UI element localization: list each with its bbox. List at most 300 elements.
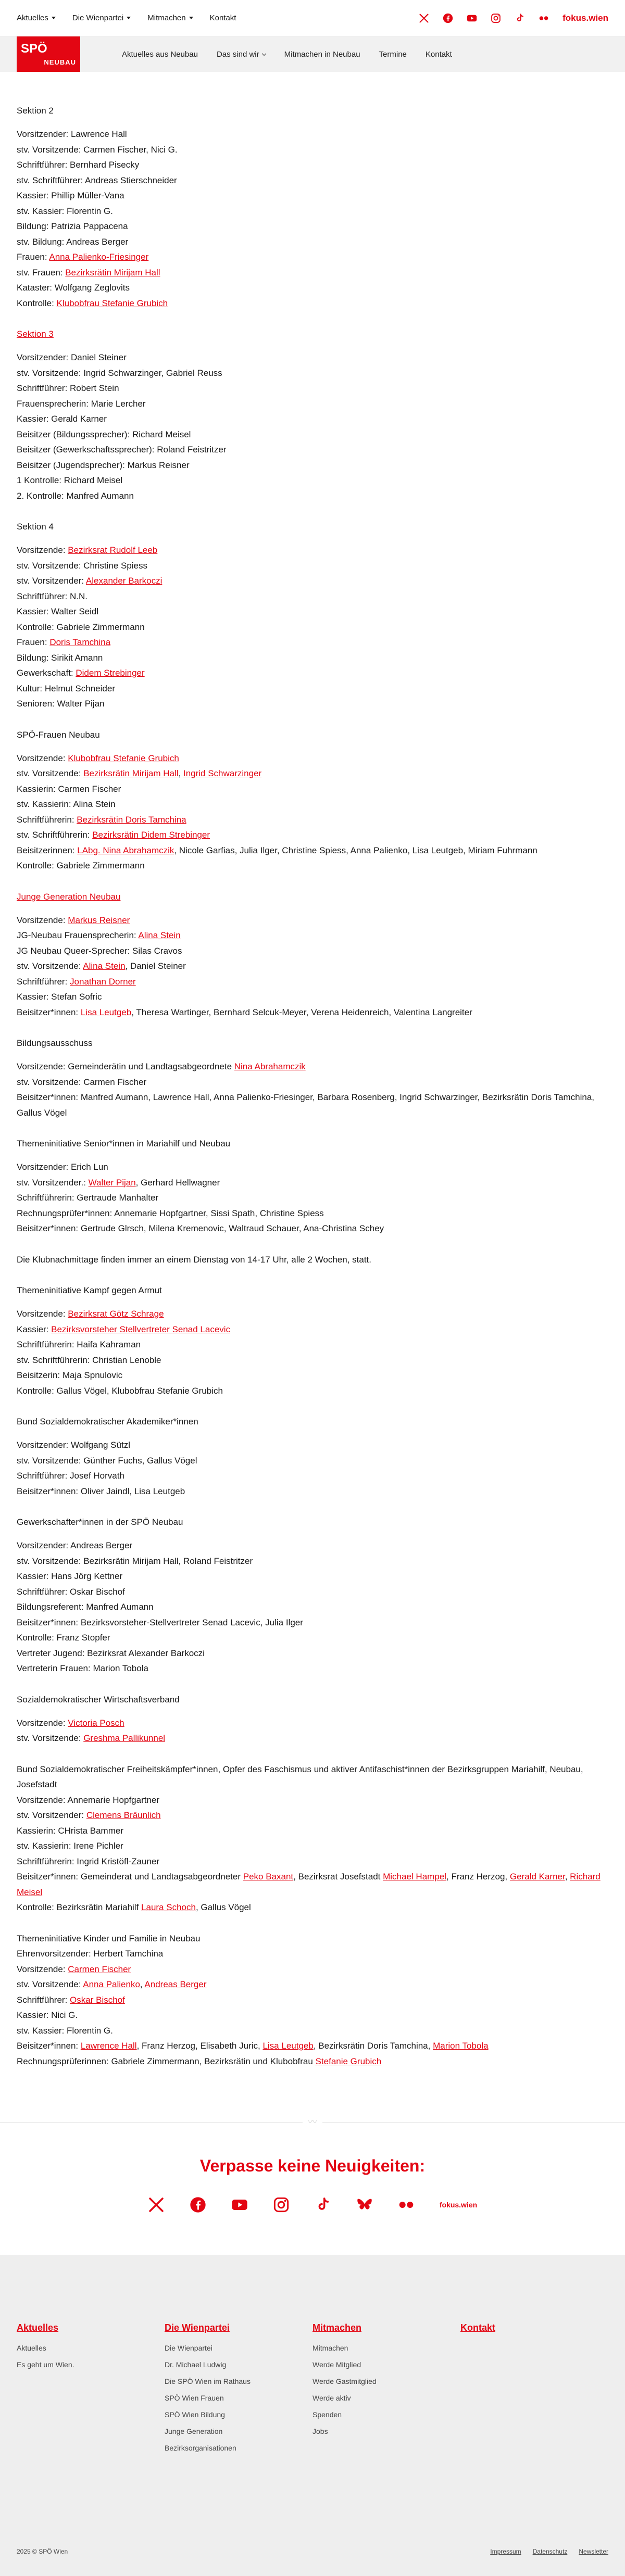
member-line — [17, 1715, 608, 1731]
person-link[interactable]: Alexander Barkoczi — [85, 576, 162, 586]
line-text: Frauen: — [17, 637, 50, 647]
org-section — [17, 727, 608, 874]
copyright: 2025 © SPÖ Wien — [17, 2548, 68, 2555]
member-line — [17, 473, 608, 488]
member-line — [17, 365, 608, 381]
line-text: Vorsitzender: Lawrence Hall — [17, 129, 127, 139]
member-line — [17, 573, 608, 589]
subnav-item-1[interactable] — [217, 50, 266, 59]
caret-down-icon — [52, 17, 56, 19]
line-text: stv. Vorsitzende: Carmen Fischer, Nici G. — [17, 144, 178, 155]
member-line — [17, 234, 608, 250]
member-line — [17, 681, 608, 697]
member-line — [17, 1059, 608, 1075]
section-title-link[interactable]: Sektion 3 — [17, 329, 54, 339]
member-line — [17, 458, 608, 473]
member-line — [17, 1931, 608, 1947]
member-line — [17, 797, 608, 812]
line-text: , Gerhard Hellwagner — [135, 1177, 220, 1188]
footer-link[interactable]: Aktuelles — [17, 2344, 46, 2352]
legal-link[interactable]: Datenschutz — [532, 2548, 568, 2555]
x-icon[interactable] — [148, 2196, 165, 2213]
member-line — [17, 2007, 608, 2023]
member-line — [17, 766, 608, 781]
line-text: Schriftführerin: Ingrid Kristöfl-Zauner — [17, 1856, 159, 1866]
legal-link[interactable]: Impressum — [490, 2548, 521, 2555]
legal-links — [490, 2548, 608, 2555]
person-link[interactable]: Carmen Fischer — [68, 1964, 131, 1974]
member-line — [17, 1584, 608, 1600]
footer-link[interactable]: Jobs — [312, 2427, 328, 2435]
line-text: Beisitzer*innen: Manfred Aumann, Lawrence Hall, Anna Palienko-Friesinger, Barbara Rosenberg, Ingrid Schwarzinger, Bezirksrätin Doris Tamchina, Gallus Vögel — [17, 1092, 595, 1118]
line-text: stv. Vorsitzende: — [17, 1733, 84, 1743]
person-link[interactable]: Markus Reisner — [68, 915, 130, 925]
person-link[interactable]: Walter Pijan — [88, 1177, 136, 1188]
member-line — [17, 157, 608, 173]
person-link[interactable]: Anna Palienko — [83, 1979, 140, 1989]
member-line — [17, 350, 608, 365]
org-section — [17, 519, 608, 712]
member-line — [17, 173, 608, 188]
footer-columns — [17, 2322, 608, 2456]
top-nav-item-0[interactable] — [17, 14, 56, 22]
line-text: Vorsitzende: — [17, 1964, 68, 1974]
fokus-wien-link[interactable]: fokus.wien — [562, 12, 608, 23]
sub-navigation-links — [122, 50, 452, 59]
member-line — [17, 1615, 608, 1631]
line-text: Kassier: Gerald Karner — [17, 414, 107, 424]
line-text: Beisitzer (Jugendsprecher): Markus Reisner — [17, 460, 190, 470]
line-text: Beisitzerin: Maja Spnulovic — [17, 1370, 123, 1380]
person-link[interactable]: Laura Schoch — [141, 1902, 196, 1912]
member-line — [17, 1353, 608, 1368]
logo-text: SPÖ — [21, 41, 47, 56]
person-link[interactable]: Clemens Bräunlich — [86, 1810, 161, 1820]
line-text: Vorsitzender: Wolfgang Sützl — [17, 1440, 130, 1450]
line-text: Schriftführer: Josef Horvath — [17, 1471, 124, 1481]
member-line — [17, 1630, 608, 1646]
member-line — [17, 1383, 608, 1399]
org-section — [17, 1692, 608, 1746]
member-line — [17, 1838, 608, 1854]
line-text: Kassierin: Carmen Fischer — [17, 784, 121, 794]
member-line — [17, 589, 608, 604]
line-text: Schriftführer: — [17, 1994, 70, 2005]
instagram-icon[interactable] — [273, 2196, 290, 2213]
person-link[interactable]: Bezirksrätin Didem Strebinger — [92, 830, 210, 840]
line-text: stv. Vorsitzende: Günther Fuchs, Gallus Vögel — [17, 1455, 197, 1466]
person-link[interactable]: Lawrence Hall — [80, 2041, 137, 2051]
person-link[interactable]: Bezirksvorsteher Stellvertreter Senad Lacevic — [51, 1324, 231, 1334]
line-text: Kontrolle: Gallus Vögel, Klubobfrau Stefanie Grubich — [17, 1385, 223, 1396]
flickr-icon[interactable] — [539, 13, 549, 23]
subnav-item-3[interactable] — [379, 50, 407, 59]
person-link[interactable]: Greshma Pallikunnel — [83, 1733, 166, 1743]
member-line — [17, 751, 608, 766]
line-text: Schriftführer: Robert Stein — [17, 383, 119, 393]
member-line — [17, 1368, 608, 1383]
member-line — [17, 249, 608, 265]
line-text: Kassier: Nici G. — [17, 2010, 78, 2020]
person-link[interactable]: Klubobfrau Stefanie Grubich — [56, 298, 168, 308]
member-line — [17, 1646, 608, 1661]
subnav-label: Termine — [379, 49, 407, 59]
person-link[interactable]: Didem Strebinger — [76, 668, 145, 678]
section-title: Bildungsausschuss — [17, 1038, 93, 1048]
org-section — [17, 1252, 608, 1268]
member-line — [17, 827, 608, 843]
footer-link[interactable]: Mitmachen — [312, 2344, 348, 2352]
member-line — [17, 665, 608, 681]
person-link[interactable]: Doris Tamchina — [49, 637, 111, 647]
line-text: Kontrolle: Bezirksrätin Mariahilf — [17, 1902, 142, 1912]
line-text: Schriftführerin: — [17, 814, 77, 825]
footer-column-title[interactable]: Kontakt — [460, 2322, 495, 2333]
divider-ornament-icon: 〰 — [303, 2115, 322, 2128]
line-text: stv. Kassierin: Alina Stein — [17, 799, 116, 809]
member-line — [17, 696, 608, 712]
person-link[interactable]: Victoria Posch — [68, 1718, 124, 1728]
member-line — [17, 1808, 608, 1823]
org-section — [17, 1514, 608, 1676]
org-section — [17, 1762, 608, 1915]
section-title: Sozialdemokratischer Wirtschaftsverband — [17, 1694, 180, 1704]
org-section — [17, 1136, 608, 1236]
line-text: Beisitzer*innen: Bezirksvorsteher-Stellvertreter Senad Lacevic, Julia Ilger — [17, 1617, 303, 1627]
top-nav-item-2[interactable] — [147, 14, 193, 22]
person-link[interactable]: Gerald Karner — [509, 1872, 565, 1882]
line-text: Beisitzer*innen: — [17, 1007, 81, 1017]
member-line — [17, 958, 608, 974]
person-link[interactable]: Michael Hampel — [383, 1872, 446, 1882]
footer-link[interactable]: Die SPÖ Wien im Rathaus — [165, 2377, 251, 2385]
person-link[interactable]: Ingrid Schwarzinger — [183, 768, 262, 778]
section-title: Sektion 4 — [17, 522, 54, 532]
member-line — [17, 1221, 608, 1236]
subnav-label: Das sind wir — [216, 49, 259, 59]
org-section — [17, 1414, 608, 1499]
tiktok-icon[interactable] — [315, 2196, 331, 2213]
line-text: , — [140, 1979, 145, 1989]
member-line — [17, 1437, 608, 1453]
person-link[interactable]: Alina Stein — [83, 961, 126, 971]
chevron-down-icon — [261, 51, 266, 55]
caret-down-icon — [127, 17, 131, 19]
legal-link[interactable]: Newsletter — [579, 2548, 608, 2555]
top-nav-label: Die Wienpartei — [72, 14, 124, 22]
line-text: Kontrolle: Gabriele Zimmermann — [17, 622, 145, 632]
newsletter-social-links — [0, 2196, 625, 2213]
line-text: Frauensprecherin: Marie Lercher — [17, 398, 146, 409]
line-text: , Bezirksrat Josefstadt — [293, 1872, 383, 1882]
person-link[interactable]: Bezirksrat Rudolf Leeb — [68, 545, 158, 555]
section-title: Gewerkschafter*innen in der SPÖ Neubau — [17, 1517, 183, 1527]
top-bar — [0, 0, 625, 36]
person-link[interactable]: Richard Meisel — [17, 1872, 601, 1897]
line-text: Vorsitzende: — [17, 1309, 68, 1319]
member-line — [17, 2038, 608, 2054]
top-nav-item-1[interactable] — [72, 14, 131, 22]
member-line — [17, 635, 608, 650]
member-line — [17, 1005, 608, 1020]
org-section — [17, 326, 608, 503]
org-section — [17, 1036, 608, 1120]
member-line — [17, 1090, 608, 1120]
person-link[interactable]: Andreas Berger — [144, 1979, 207, 1989]
member-line — [17, 1206, 608, 1221]
member-line — [17, 558, 608, 574]
member-line — [17, 1792, 608, 1808]
org-section — [17, 889, 608, 1020]
footer-link[interactable]: Werde Mitglied — [312, 2360, 361, 2369]
top-nav-item-3[interactable] — [210, 14, 236, 22]
line-text: 2. Kontrolle: Manfred Aumann — [17, 490, 134, 501]
footer-link[interactable]: Bezirksorganisationen — [165, 2444, 236, 2452]
section-title-link[interactable]: Junge Generation Neubau — [17, 891, 121, 902]
bluesky-icon[interactable] — [356, 2196, 373, 2213]
line-text: Vorsitzende: — [17, 915, 68, 925]
member-line — [17, 843, 608, 858]
fokus-wien-link[interactable]: fokus.wien — [439, 2201, 478, 2209]
footer-bottom — [17, 2548, 608, 2555]
member-line — [17, 812, 608, 828]
member-line — [17, 296, 608, 311]
member-line — [17, 427, 608, 443]
member-line — [17, 1661, 608, 1676]
line-text: stv. Vorsitzende: Ingrid Schwarzinger, Gabriel Reuss — [17, 368, 222, 378]
member-line — [17, 2023, 608, 2039]
line-text: Schriftführer: Oskar Bischof — [17, 1586, 125, 1597]
footer-column — [165, 2322, 312, 2456]
line-text: Kontrolle: Franz Stopfer — [17, 1633, 110, 1643]
top-navigation — [17, 14, 236, 22]
facebook-icon[interactable] — [190, 2196, 206, 2213]
member-line — [17, 1731, 608, 1746]
line-text: Bund Sozialdemokratischer Freiheitskämpfer*innen, Opfer des Faschismus und aktiver Antifaschist*innen der Bezirksgruppen Mariahilf, Neubau, Josefstadt — [17, 1764, 583, 1789]
line-text: Kassier: — [17, 1324, 52, 1334]
info-paragraph: Die Klubnachmittage finden immer an einem Dienstag von 14-17 Uhr, alle 2 Wochen, statt. — [17, 1254, 371, 1265]
member-line — [17, 142, 608, 158]
line-text: , Franz Herzog, Elisabeth Juric, — [136, 2041, 263, 2051]
section-title — [17, 889, 608, 904]
line-text: Rechnungsprüfer*innen: Annemarie Hopfgartner, Sissi Spath, Christine Spiess — [17, 1208, 324, 1218]
line-text: , — [565, 1872, 570, 1882]
sub-navigation-bar — [0, 36, 625, 72]
person-link[interactable]: Stefanie Grubich — [315, 2056, 382, 2066]
subnav-label: Kontakt — [425, 49, 452, 59]
line-text: Schriftführerin: Gertraude Manhalter — [17, 1193, 159, 1203]
member-line — [17, 928, 608, 943]
member-line — [17, 381, 608, 396]
newsletter-title: Verpasse keine Neuigkeiten: — [199, 2156, 426, 2175]
line-text: Vorsitzende: Gemeinderätin und Landtagsabgeordnete — [17, 1062, 234, 1071]
member-line — [17, 974, 608, 990]
line-text: Beisitzer (Gewerkschaftssprecher): Roland Feistritzer — [17, 445, 227, 454]
footer-column — [312, 2322, 460, 2456]
subnav-item-2[interactable] — [284, 50, 360, 59]
newsletter-section — [0, 2130, 625, 2255]
member-line — [17, 1190, 608, 1206]
line-text: 1 Kontrolle: Richard Meisel — [17, 475, 123, 485]
line-text: stv. Vorsitzende: Carmen Fischer — [17, 1077, 147, 1087]
footer-column-title[interactable]: Aktuelles — [17, 2322, 59, 2333]
line-text: Schriftführer: — [17, 976, 70, 987]
line-text: , — [178, 768, 183, 778]
section-title: Themeninitiative Kampf gegen Armut — [17, 1285, 162, 1295]
member-line — [17, 396, 608, 412]
member-line — [17, 604, 608, 620]
org-section — [17, 1931, 608, 2069]
line-text: Kultur: Helmut Schneider — [17, 683, 115, 693]
member-line — [17, 943, 608, 959]
logo-subtext: NEUBAU — [44, 58, 76, 66]
subnav-label: Aktuelles aus Neubau — [122, 49, 198, 59]
line-text: stv. Kassier: Florentin G. — [17, 2025, 113, 2036]
subnav-label: Mitmachen in Neubau — [284, 49, 360, 59]
footer-link[interactable]: Junge Generation — [165, 2427, 223, 2435]
person-link[interactable]: Bezirksrätin Mirijam Hall — [65, 267, 160, 277]
section-title — [17, 326, 608, 342]
footer-link[interactable]: Werde aktiv — [312, 2394, 351, 2402]
member-line — [17, 1823, 608, 1839]
youtube-icon[interactable] — [231, 2196, 248, 2213]
section-title: Bund Sozialdemokratischer Akademiker*innen — [17, 1417, 198, 1426]
member-line — [17, 1322, 608, 1337]
top-nav-label: Mitmachen — [147, 14, 186, 22]
line-text: stv. Kassierin: Irene Pichler — [17, 1841, 123, 1851]
org-section — [17, 103, 608, 311]
line-text: Schriftführerin: Haifa Kahraman — [17, 1340, 141, 1349]
footer — [0, 2255, 625, 2576]
person-link[interactable]: Anna Palienko-Friesinger — [49, 252, 149, 262]
person-link[interactable]: Klubobfrau Stefanie Grubich — [68, 753, 179, 763]
line-text: stv. Vorsitzender: — [17, 1810, 86, 1820]
line-text: Gewerkschaft: — [17, 668, 76, 678]
person-link[interactable]: Lisa Leutgeb — [262, 2041, 314, 2051]
line-text: Vorsitzender: Daniel Steiner — [17, 352, 127, 362]
line-text: , Franz Herzog, — [446, 1872, 510, 1882]
person-link[interactable]: Marion Tobola — [433, 2041, 489, 2051]
footer-link[interactable]: SPÖ Wien Bildung — [165, 2410, 225, 2419]
subnav-item-4[interactable] — [426, 50, 452, 59]
line-text: Beisitzer*innen: Gemeinderat und Landtagsabgeordneter — [17, 1872, 243, 1882]
person-link[interactable]: Peko Baxant — [243, 1872, 294, 1882]
line-text: Kassier: Stefan Sofric — [17, 992, 102, 1002]
member-line — [17, 781, 608, 797]
person-link[interactable]: LAbg. Nina Abrahamczik — [77, 845, 174, 855]
member-line — [17, 219, 608, 234]
footer-link[interactable]: Werde Gastmitglied — [312, 2377, 377, 2385]
member-line — [17, 1992, 608, 2008]
line-text: Beisitzer (Bildungssprecher): Richard Meisel — [17, 429, 191, 439]
member-line — [17, 1468, 608, 1484]
line-text: Kontrolle: Gabriele Zimmermann — [17, 861, 145, 870]
footer-link[interactable]: Es geht um Wien. — [17, 2360, 74, 2369]
line-text: Schriftführer: Bernhard Pisecky — [17, 160, 140, 170]
line-text: stv. Frauen: — [17, 267, 66, 277]
line-text: Frauen: — [17, 252, 49, 262]
line-text: , Daniel Steiner — [125, 961, 186, 971]
footer-link[interactable]: SPÖ Wien Frauen — [165, 2394, 224, 2402]
line-text: Beisitzer*innen: Gertrude Glrsch, Milena Kremenovic, Waltraud Schauer, Ana-Christina Schey — [17, 1223, 384, 1233]
line-text: JG-Neubau Frauensprecherin: — [17, 930, 139, 940]
footer-column — [17, 2322, 165, 2456]
x-icon[interactable] — [419, 13, 429, 23]
line-text: Vorsitzende: — [17, 545, 68, 555]
instagram-icon[interactable] — [491, 13, 501, 23]
person-link[interactable]: Lisa Leutgeb — [80, 1007, 132, 1017]
youtube-icon[interactable] — [467, 13, 477, 23]
member-line — [17, 1900, 608, 1915]
line-text: stv. Kassier: Florentin G. — [17, 206, 113, 216]
line-text: Beisitzer*innen: Oliver Jaindl, Lisa Leutgeb — [17, 1486, 185, 1496]
footer-column-title[interactable]: Die Wienpartei — [165, 2322, 230, 2333]
top-social-links — [419, 13, 608, 23]
member-line — [17, 913, 608, 928]
line-text: Vertreterin Frauen: Marion Tobola — [17, 1663, 148, 1673]
member-line — [17, 858, 608, 874]
line-text: Kassier: Walter Seidl — [17, 607, 99, 616]
caret-down-icon — [189, 17, 193, 19]
member-line — [17, 1075, 608, 1090]
line-text: stv. Bildung: Andreas Berger — [17, 236, 129, 247]
line-text: stv. Vorsitzender: — [17, 576, 86, 586]
footer-link[interactable]: Dr. Michael Ludwig — [165, 2360, 227, 2369]
member-line — [17, 2054, 608, 2069]
member-line — [17, 442, 608, 458]
footer-column-title[interactable]: Mitmachen — [312, 2322, 362, 2333]
top-nav-label: Kontakt — [209, 14, 236, 22]
person-link[interactable]: Bezirksrätin Mirijam Hall — [83, 768, 179, 778]
line-text: stv. Vorsitzende: — [17, 961, 83, 971]
member-line — [17, 1306, 608, 1322]
subnav-item-0[interactable] — [122, 50, 198, 59]
member-line — [17, 1337, 608, 1353]
line-text: Vorsitzender: Andreas Berger — [17, 1540, 133, 1550]
spoe-neubau-logo[interactable] — [17, 36, 80, 72]
member-line — [17, 1484, 608, 1499]
line-text: Beisitzer*innen: — [17, 2041, 81, 2051]
section-title: Sektion 2 — [17, 106, 54, 116]
member-line — [17, 620, 608, 635]
flickr-icon[interactable] — [398, 2196, 415, 2213]
person-link[interactable]: Bezirksrat Götz Schrage — [68, 1309, 164, 1319]
member-line — [17, 1946, 608, 1962]
facebook-icon[interactable] — [443, 13, 453, 23]
org-section — [17, 1283, 608, 1398]
footer-link[interactable]: Spenden — [312, 2410, 342, 2419]
footer-column — [460, 2322, 608, 2456]
person-link[interactable]: Bezirksrätin Doris Tamchina — [77, 814, 186, 825]
person-link[interactable]: Alina Stein — [138, 930, 181, 940]
line-text: Senioren: Walter Pijan — [17, 699, 105, 709]
member-line — [17, 204, 608, 219]
line-text: Bildung: Patrizia Pappacena — [17, 221, 128, 231]
person-link[interactable]: Nina Abrahamczik — [234, 1062, 306, 1071]
line-text: Vorsitzende: — [17, 1718, 68, 1728]
line-text: stv. Vorsitzende: — [17, 1979, 83, 1989]
line-text: Beisitzerinnen: — [17, 845, 78, 855]
section-title: Themeninitiative Senior*innen in Mariahilf und Neubau — [17, 1139, 231, 1148]
line-text: Bildung: Sirikit Amann — [17, 652, 103, 663]
line-text: , Gallus Vögel — [195, 1902, 251, 1912]
footer-link[interactable]: Die Wienpartei — [165, 2344, 213, 2352]
line-text: Bildungsreferent: Manfred Aumann — [17, 1602, 154, 1612]
tiktok-icon[interactable] — [515, 13, 525, 23]
person-link[interactable]: Jonathan Dorner — [70, 976, 136, 987]
line-text: stv. Vorsitzende: Bezirksrätin Mirijam Hall, Roland Feistritzer — [17, 1556, 253, 1566]
person-link[interactable]: Oskar Bischof — [70, 1994, 125, 2005]
